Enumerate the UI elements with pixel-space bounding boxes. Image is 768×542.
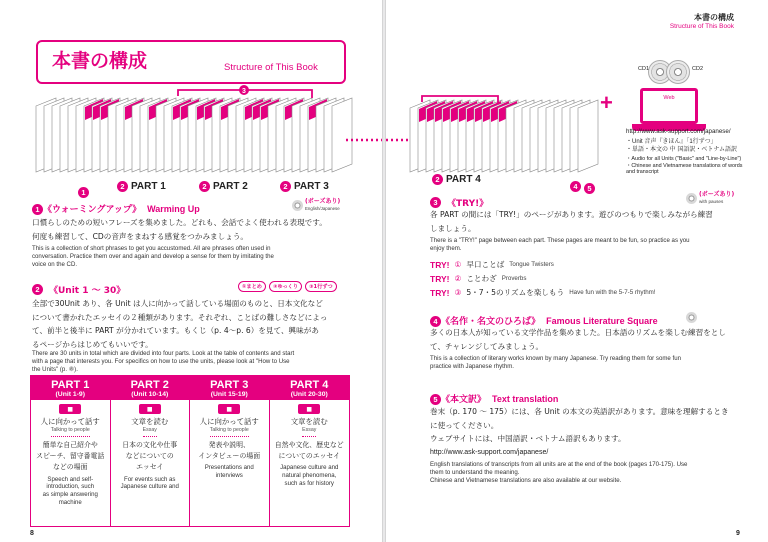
left-page [0,0,382,542]
parts-table [30,375,350,527]
part3-title: PART 3 [210,379,249,391]
cd2-label: CD2 [692,66,704,72]
section1-cd-badge: (ボーズあり) English/Japanese [292,198,340,212]
book-icon: ■ [298,404,320,414]
section2-audio-badges [238,281,337,292]
cd2-icon [666,60,690,84]
speech-icon: ■ [218,404,240,414]
cd-icon [686,312,697,323]
section5-heading: 5 《本文訳》 Text translation [430,392,558,405]
page-title: 本書の構成 [52,50,148,72]
section3-heading: 3 《TRY!》 [430,196,488,209]
badge-line-by-line: ③1行ずつ [305,281,337,292]
try-item-3: TRY! ③ 5・7・5のリズムを楽しもう Have fun with the 5-7-5 rhythm! [430,287,656,298]
section1-heading [32,202,200,215]
part2-range: (Unit 10-14) [131,391,169,398]
badge-summary: ①まとめ [238,281,266,292]
left-stack-page-38 [332,98,352,172]
diagram-label-part2: 2 PART 2 [199,181,248,192]
section4-heading: 4 《名作・名文のひろば》 Famous Literature Square [430,314,658,327]
section2-body-jp: 全部で30Unit あり、各 Unit は人に向かって話している場面のものと、日本文化など について書かれたエッセイの２種類があります。それぞれ、ことばの難しさなどによっ て、前半と後半に PART が分かれています。もくじ（p. 4〜p. 6）を見て、興味があ るページからはじめてもいいです。 [32,299,328,349]
right-page [386,0,768,542]
try-item-2: TRY! ② ことわざ Proverbs [430,273,527,284]
section5-body-en: English translations of transcripts from all units are at the end of the book (pages 170-175). Use them to understand the meaning. Chinese and Vietnamese translations are also available at our website. [430,461,688,485]
part3-range: (Unit 15-19) [210,391,248,398]
part-column-3: PART 3 (Unit 15-19) ■ 人に向かって話す Talking to people 発表や説明、 インタビューの場面 Presentations and interviews [190,376,270,526]
section1-title-en: Warming Up [147,203,200,214]
diagram-label-part3: 2 PART 3 [280,181,329,192]
section1-body-en: This is a collection of short phrases to get you accustomed. All are phrases often used in conversation. Practice them over and again and develop a sense for them by imitating the voice on the CD. [32,245,274,269]
section4-body-jp: 多くの日本人が知っている文学作品を集めました。日本語のリズムを楽しむ練習をとし て、チャレンジしてみましょう。 [430,328,726,351]
section3-cd-badge: (ボーズあり) with pauses [686,191,734,205]
part1-title: PART 1 [51,379,90,391]
page-title-en: Structure of This Book [224,62,318,73]
section3-body-jp: 各 PART の間には「TRY!」のページがあります。遊びのつもりで楽しみながら練習 しましょう。 [430,210,713,233]
cd-icon [292,200,303,211]
cd-icon [686,193,697,204]
section4-title-en: Famous Literature Square [546,315,658,326]
running-head-en: Structure of This Book [669,23,734,30]
section5-title-en: Text translation [492,393,559,404]
try-item-1: TRY! ① 早口ことば Tongue Twisters [430,259,554,270]
section1-title: 1 《ウォーミングアップ》 [32,202,141,215]
diagram-label-5: 5 [584,176,595,195]
website-url: http://www.ask-support.com/japanese/ [626,128,731,135]
web-contents: http://www.ask-support.com/japanese/ ・Unit 音声『きほん』「1行ずつ」 ・単語・本文の 中 国語訳・ベトナム語訳 ・Audio for all Units ("Basic" and "Line-by-Line") ・Chinese and Vietnamese translations of words and transcript [626,128,752,176]
diagram-label-part4: 2 PART 4 [432,174,481,185]
part-column-1: PART 1 (Unit 1-9) ■ 人に向かって話す Talking to people 簡単な自己紹介や スピーチ、留守番電話 などの場面 Speech and self- introduction, such as simple answering machine [31,376,111,526]
page-stack-diagram-left [0,84,382,196]
part2-title: PART 2 [130,379,169,391]
book-icon: ■ [139,404,161,414]
diagram-label-intro: 1 [78,180,89,199]
section5-body-jp: 巻末（p. 170 〜 175）には、各 Unit の本文の英語訳があります。意味を理解するとき に使ってください。 ウェブサイトには、中国語訳・ベトナム語訳もあります。 [430,407,729,443]
section1-body-jp: 口慣らしのための短いフレーズを集めました。どれも、会話でよく使われる表現です。 何度も練習して、CDの音声をまねする感覚をつかみましょう。 [32,218,327,241]
badge-slow: ②ゆっくり [269,281,302,292]
marker-3-label: 3 [242,88,246,95]
page-number-left: 8 [30,530,34,537]
section2-body-en: There are 30 units in total which are divided into four parts. Look at the table of contents and start with a page that interests you. For specifics on how to use the units, please look at "How to Use the Units" (p. ⑧). [32,350,295,374]
section4-body-en: This is a collection of literary works known by many Japanese. Try reading them for some fun practice with Japanese rhythm. [430,355,681,371]
speech-icon: ■ [59,404,81,414]
section5-url[interactable]: http://www.ask-support.com/japanese/ [430,449,549,456]
part-column-4: PART 4 (Unit 20-30) ■ 文章を読む Essay 自然や文化、歴史など についてのエッセイ Japanese culture and natural phenomena, such as for history [270,376,350,526]
page-number-right: 9 [736,530,740,537]
section3-body-en: There is a "TRY!" page between each part. These pages are meant to be fun, so practice as you enjoy them. [430,237,690,253]
try-list [430,259,656,298]
cd1-label: CD1 [638,66,650,72]
part4-range: (Unit 20-30) [290,391,328,398]
plus-icon: + [600,90,613,115]
web-label: Web [663,95,675,101]
diagram-label-4: 4 [570,174,581,193]
diagram-label-part1: 2 PART 1 [117,181,166,192]
right-stack-page-22 [578,100,598,172]
running-head [670,12,734,30]
laptop-icon [640,88,698,124]
section2-heading: 2 《Unit 1 〜 30》 [32,283,125,296]
part4-title: PART 4 [290,379,329,391]
running-head-jp: 本書の構成 [694,13,734,22]
part1-range: (Unit 1-9) [55,391,85,398]
part-column-2: PART 2 (Unit 10-14) ■ 文章を読む Essay 日本の文化や仕事 などについての エッセイ For events such as Japanese culture and [111,376,191,526]
